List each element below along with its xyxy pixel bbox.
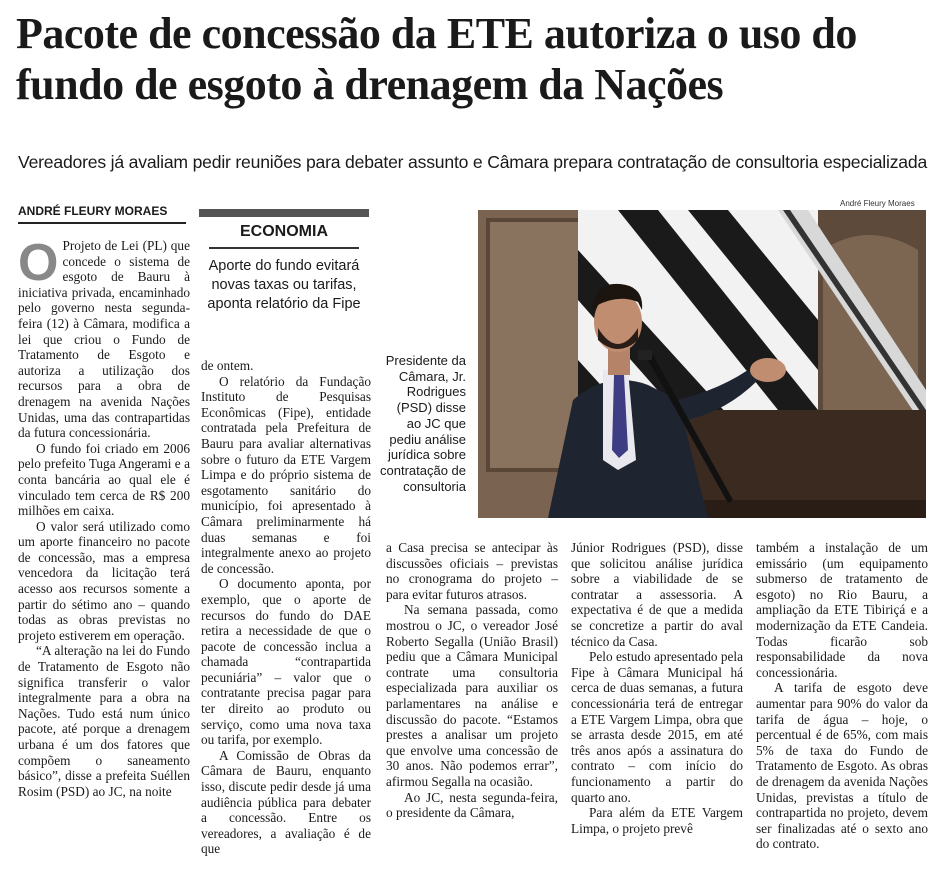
paragraph: Ao JC, nesta segunda-feira, o presidente da Câmara,: [386, 789, 558, 821]
article-column-3: [386, 540, 558, 821]
article-column-1: [18, 234, 190, 799]
paragraph: Projeto de Lei (PL) que concede o sistema de esgoto de Bauru à iniciativa privada, encaminhado pelo governo nesta segunda-feira (12) à Câmara, modifica a lei que criou o Fundo de Tratamento de Esgoto e autoriza a utilização dos recursos para a obra de drenagem na avenida Nações Unidas, uma das contrapartidas da futura concessionária.: [18, 238, 190, 441]
paragraph: de ontem.: [201, 358, 254, 373]
section-box-text: Aporte do fundo evitará novas taxas ou tarifas, aponta relatório da Fipe: [207, 258, 361, 312]
photo-council-president: [478, 210, 926, 518]
subheadline: Vereadores já avaliam pedir reuniões para debater assunto e Câmara prepara contratação de consultoria especializada: [18, 152, 928, 172]
paragraph: a Casa precisa se antecipar às discussões oficiais – previstas no cronograma do projeto – para evitar futuros atrasos.: [386, 540, 558, 602]
byline-rule: [18, 222, 186, 224]
section-box-bar: [199, 209, 369, 217]
paragraph: O relatório da Fundação Instituto de Pesquisas Econômicas (Fipe), entidade contratada pela Prefeitura de Bauru para avaliar alternativas sobre o futuro da ETE Vargem Limpa e do próprio sistema de esgotamento sanitário do município, foi apresentado à Câmara preliminarmente há duas semanas e foi integralmente anexo ao projeto de concessão.: [201, 373, 371, 576]
section-label-rule: [209, 247, 359, 249]
article-column-5: [756, 540, 928, 852]
article-column-2: [201, 358, 371, 857]
photo-caption: Presidente da Câmara, Jr. Rodrigues (PSD) disse ao JC que pediu análise jurídica sobre contratação de consultoria: [380, 353, 467, 494]
paragraph: O valor será utilizado como um aporte financeiro no pacote de concessão, mas a empresa vencedora da licitação terá acesso aos recursos somente a partir do sétimo ano – quando todas as obras previstas no projeto estiverem em operação.: [18, 518, 190, 643]
paragraph: O fundo foi criado em 2006 pelo prefeito Tuga Angerami e a conta bancária ao qual ele é vinculado tem cerca de R$ 200 milhões em caixa.: [18, 440, 190, 519]
paragraph: O documento aponta, por exemplo, que o aporte de recursos do fundo do DAE retira a necessidade de que o pacote de concessão inclua a chamada “contrapartida pecuniária” – valor que o contratante precisa pagar para ter direito ao produto ou serviço, como uma nova taxa ou tarifa, por exemplo.: [201, 576, 371, 748]
section-label: ECONOMIA: [240, 223, 328, 240]
paragraph: também a instalação de um emissário (um equipamento submerso de tratamento de esgoto) no Rio Bauru, a ampliação da ETE Tibiriçá e a modernização da ETE Candeia. Todas ficarão sob responsabilidade da nova concessionária.: [756, 540, 928, 680]
paragraph: Júnior Rodrigues (PSD), disse que solicitou análise jurídica sobre a viabilidade de se contratar a assessoria. A expectativa é de que a medida se concretize a partir do aval técnico da Casa.: [571, 540, 743, 649]
byline: ANDRÉ FLEURY MORAES: [18, 204, 168, 218]
paragraph: Para além da ETE Vargem Limpa, o projeto prevê: [571, 805, 743, 836]
section-box: [199, 209, 369, 349]
headline: Pacote de concessão da ETE autoriza o uso do fundo de esgoto à drenagem da Nações: [16, 9, 857, 109]
paragraph: “A alteração na lei do Fundo de Tratamento de Esgoto não significa transferir o valor integralmente para a obra na Nações. Tudo está num único pacote, até porque a drenagem urbana é um dos fatores que compõem o saneamento básico”, disse a prefeita Suéllen Rosim (PSD) ao JC, na noite: [18, 643, 190, 799]
photo-credit: André Fleury Moraes: [840, 199, 915, 208]
article-column-4: [571, 540, 743, 836]
paragraph: A tarifa de esgoto deve aumentar para 90% do valor da tarifa de água – hoje, o percentual é de 65%, com mais 5% de taxa do Fundo de Tratamento de Esgoto. As obras de drenagem da avenida Nações Unidas, previstas a título de contrapartida no projeto, devem ser finalizadas até o sexto ano do contrato.: [756, 680, 928, 852]
photo-image: [478, 210, 926, 518]
paragraph: A Comissão de Obras da Câmara de Bauru, enquanto isso, discute pedir desde já uma audiência pública para debater a concessão. Entre os vereadores, a avaliação é de que: [201, 747, 371, 857]
paragraph: Na semana passada, como mostrou o JC, o vereador José Roberto Segalla (União Brasil) pediu que a Câmara Municipal contrate uma consultoria especializada para auxiliar os parlamentares na análise e discussão do pacote. “Estamos prestes a analisar um projeto que envolve uma concessão de 30 anos. Não podemos errar”, afirmou Segalla na ocasião.: [386, 602, 558, 789]
paragraph: Pelo estudo apresentado pela Fipe à Câmara Municipal há cerca de duas semanas, a futura concessionária terá de entregar a ETE Vargem Limpa, obra que se arrasta desde 2015, em até três anos após a assinatura do contrato – com início do funcionamento a partir do quarto ano.: [571, 649, 743, 805]
drop-cap: O: [18, 234, 59, 292]
